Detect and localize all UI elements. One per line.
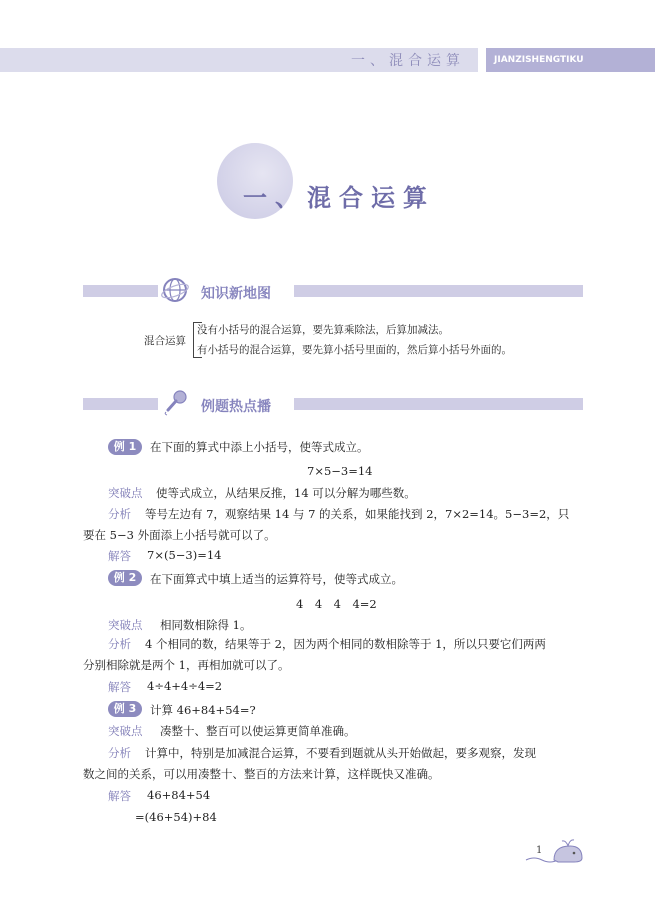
example-1-breakthrough: 使等式成立，从结果反推，14 可以分解为哪些数。 [156,486,416,500]
analysis-label: 分析 [108,746,131,760]
example-1-analysis-line-2: 要在 5−3 外面添上小括号就可以了。 [83,528,276,542]
breakthrough-label: 突破点 [108,486,143,500]
example-2-question: 在下面算式中填上适当的运算符号，使等式成立。 [150,572,403,586]
whale-icon [524,836,588,870]
example-3-question: 计算 46+84+54=? [150,703,256,717]
example-badge-1: 例 1 [108,439,142,455]
breakthrough-label: 突破点 [108,724,143,738]
example-badge-3: 例 3 [108,701,142,717]
analysis-label: 分析 [108,507,131,521]
example-3-answer: 46+84+54 [147,788,211,802]
section-title-examples: 例题热点播 [201,399,271,415]
analysis-label: 分析 [108,637,131,651]
knowledge-term: 混合运算 [144,335,186,347]
answer-label: 解答 [108,680,131,694]
section-bar-left [83,398,158,410]
knowledge-rule-1: 没有小括号的混合运算，要先算乘除法，后算加减法。 [197,324,449,336]
page-number: 1 [536,845,543,856]
example-3-analysis-line-1: 计算中，特别是加减混合运算，不要看到题就从头开始做起，要多观察，发现 [145,746,536,760]
example-1-answer: 7×(5−3)=14 [147,548,222,562]
example-2-equation: 4 4 4 4=2 [296,597,377,611]
example-3-breakthrough: 凑整十、整百可以使运算更简单准确。 [160,724,356,738]
example-1-analysis-line-1: 等号左边有 7，观察结果 14 与 7 的关系，如果能找到 2，7×2=14。5−3=2，只 [145,507,570,521]
microphone-icon [161,388,191,420]
example-2-analysis-line-2: 分别相除就是两个 1，再相加就可以了。 [83,658,290,672]
answer-label: 解答 [108,789,131,803]
answer-label: 解答 [108,549,131,563]
example-1-equation: 7×5−3=14 [307,464,373,478]
section-title-knowledge: 知识新地图 [201,286,271,302]
example-2-analysis-line-1: 4 个相同的数，结果等于 2，因为两个相同的数相除等于 1，所以只要它们两两 [145,637,546,651]
example-3-answer-step-2: =(46+54)+84 [135,810,217,824]
example-3-analysis-line-2: 数之间的关系，可以用凑整十、整百的方法来计算，这样既快又准确。 [83,767,440,781]
globe-icon [160,276,190,308]
example-2-breakthrough: 相同数相除得 1。 [160,618,252,632]
header-title: 一、混合运算 [351,53,465,69]
section-bar-left [83,285,158,297]
example-1-question: 在下面的算式中添上小括号，使等式成立。 [150,440,369,454]
example-2-answer: 4÷4+4÷4=2 [147,679,223,693]
example-badge-2: 例 2 [108,570,142,586]
section-bar-right [294,285,583,297]
breakthrough-label: 突破点 [108,618,143,632]
chapter-title: 一、混合运算 [243,184,435,212]
knowledge-rule-2: 有小括号的混合运算，要先算小括号里面的，然后算小括号外面的。 [197,344,512,356]
section-bar-right [294,398,583,410]
header-tag: JIANZISHENGTIKU [486,48,655,72]
